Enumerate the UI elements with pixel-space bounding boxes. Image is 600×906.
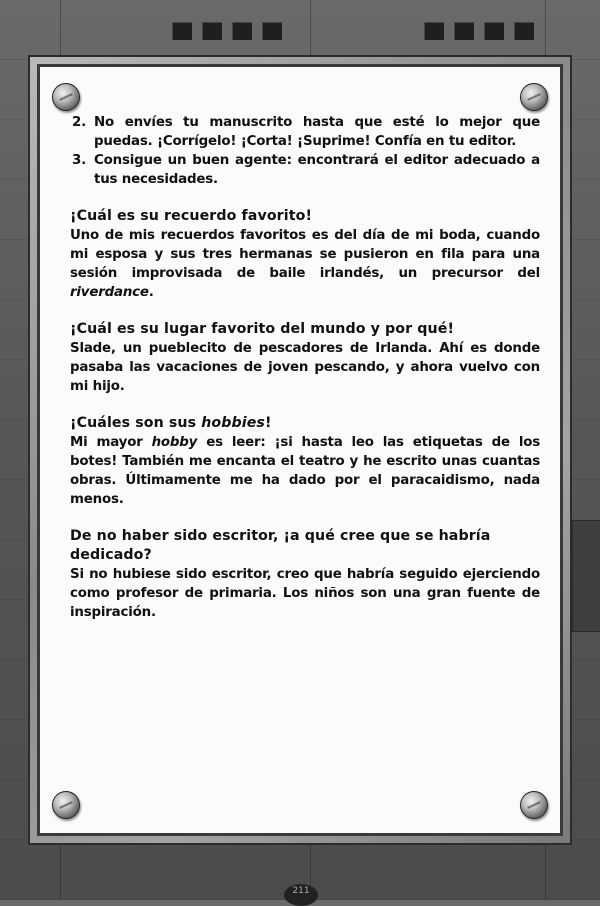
bolt-icon — [52, 83, 80, 111]
list-item — [70, 151, 540, 189]
answer-text: Si no hubiese sido escritor, creo que habría seguido ejerciendo como profesor de primaria. Los niños son una gran fuente de inspiración. — [70, 567, 540, 620]
answer-fragment: es leer: ¡si hasta leo las etiquetas de los botes! También me encanta el teatro y he escrito unas cuantas obras. Últimamente me ha dado por el paracaidismo, nada menos. — [70, 435, 540, 507]
question-fragment: ! — [264, 415, 272, 431]
bolt-icon — [520, 791, 548, 819]
decor-square — [232, 22, 252, 40]
bolt-icon — [52, 791, 80, 819]
list-number: 3. — [72, 153, 87, 168]
question-heading: De no haber sido escritor, ¡a qué cree que se habría dedicado? — [70, 528, 491, 563]
page-number: 211 — [284, 884, 318, 906]
list-number: 2. — [72, 115, 87, 130]
answer-fragment: Mi mayor — [70, 435, 152, 450]
answer-emphasis: hobby — [151, 435, 198, 450]
decor-square — [172, 22, 192, 40]
decor-squares-right — [424, 22, 534, 40]
interview-content — [70, 113, 540, 622]
list-text: Consigue un buen agente: encontrará el editor adecuado a tus necesidades. — [94, 153, 540, 187]
question-heading: ¡Cuál es su lugar favorito del mundo y por qué! — [70, 321, 455, 337]
answer-text: Slade, un pueblecito de pescadores de Irlanda. Ahí es donde pasaba las vacaciones de joven pescando, y ahora vuelvo con mi hijo. — [70, 341, 540, 394]
decor-square — [454, 22, 474, 40]
metal-frame — [28, 55, 572, 845]
decor-square — [514, 22, 534, 40]
question-heading — [70, 414, 540, 433]
side-rail-right — [572, 520, 600, 632]
decor-square — [484, 22, 504, 40]
question-emphasis: hobbies — [201, 415, 265, 431]
decor-square — [202, 22, 222, 40]
decor-square — [424, 22, 444, 40]
decor-square — [262, 22, 282, 40]
answer-text — [70, 433, 540, 509]
bolt-icon — [520, 83, 548, 111]
question-heading: ¡Cuál es su recuerdo favorito! — [70, 208, 313, 224]
list-text: No envíes tu manuscrito hasta que esté lo mejor que puedas. ¡Corrígelo! ¡Corta! ¡Suprime! Confía en tu editor. — [94, 115, 540, 149]
answer-fragment: Uno de mis recuerdos favoritos es del día de mi boda, cuando mi esposa y sus tres hermanas se pusieron en fila para una sesión improvisada de baile irlandés, un precursor del — [70, 228, 540, 281]
advice-list — [70, 113, 540, 189]
decor-squares-left — [172, 22, 282, 40]
answer-fragment: . — [148, 285, 154, 300]
list-item — [70, 113, 540, 151]
answer-text — [70, 226, 540, 302]
text-panel — [37, 64, 563, 836]
answer-emphasis: riverdance — [70, 285, 149, 300]
question-fragment: ¡Cuáles son sus — [70, 415, 202, 431]
